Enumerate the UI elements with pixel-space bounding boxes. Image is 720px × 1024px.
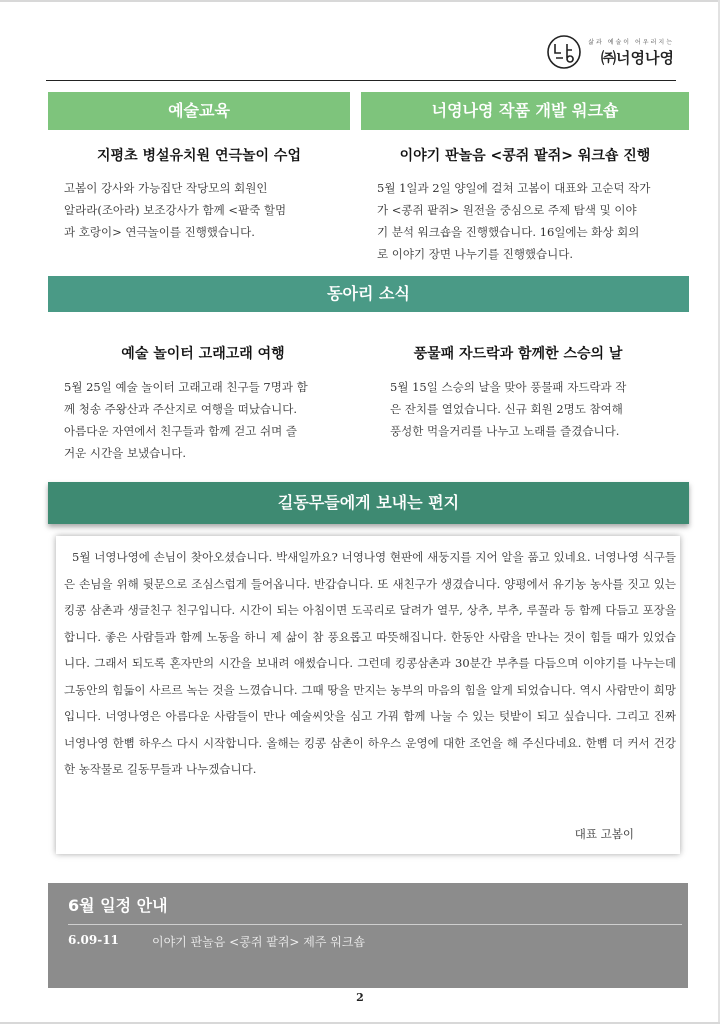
text-line: 께 청송 주왕산과 주산지로 여행을 떠났습니다. [64,402,298,416]
letter-box [56,536,680,854]
schedule-divider [68,924,682,925]
text-line: 5월 15일 스승의 날을 맞아 풍물패 자드락과 작 [390,380,627,394]
text-line: 기 분석 워크숍을 진행했습니다. 16일에는 화상 회의 [377,225,640,239]
schedule-desc: 이야기 판놀음 <콩쥐 팥쥐> 제주 워크숍 [152,935,366,949]
schedule-title: 6월 일정 안내 [68,896,168,915]
workshop-text [377,177,687,265]
letter-body: 5월 너영나영에 손님이 찾아오셨습니다. 박새일까요? 너영나영 현판에 새둥지를 지어 알을 품고 있네요. 너영나영 식구들은 손님을 위해 뒷문으로 조심스럽게 들어옵니다. 반갑습니다. 또 새친구가 생겼습니다. 양평에서 유기농 농사를 짓고 있는 킹콩 삼촌과 생글친구 친구입니다. 시간이 되는 아침이면 도곡리로 달려가 열무, 상추, 부추, 루꼴라 등 함께 다듬고 포장을 합니다. 좋은 사람들과 함께 노동을 하니 제 삶이 참 풍요롭고 따뜻해집니다. 한동안 사람을 만나는 것이 힘들 때가 있었습니다. 그래서 되도록 혼자만의 시간을 보내려 애썼습니다. 그런데 킹콩삼촌과 30분간 부추를 다듬으며 이야기를 나누는데 그동안의 힘듦이 사르르 녹는 것을 느꼈습니다. 그때 땅을 만지는 농부의 마음의 힘을 알게 되었습니다. 역시 사람만이 희망입니다. 너영나영은 아름다운 사람들이 만나 예술씨앗을 심고 가꿔 함께 나눌 수 있는 텃밭이 되고 싶습니다. 그리고 진짜 너영나영 한뼘 하우스 다시 시작합니다. 올해는 킹콩 삼촌이 하우스 운영에 대한 조언을 해 주신다네요. 한뼘 더 커서 건강한 농작물로 길동무들과 나누겠습니다. [64,550,676,776]
art-education-text [64,177,354,243]
page-top-border [0,0,720,2]
workshop-heading: 이야기 판놀음 <콩쥐 팥쥐> 워크숍 진행 [399,148,651,164]
text-line: 알라라(조아라) 보조강사가 함께 <팥죽 할멈 [64,203,287,217]
company-logo [546,32,674,72]
text-line: 5월 1일과 2일 양일에 걸쳐 고봄이 대표와 고순덕 작가 [377,181,651,195]
text-line: 아름다운 자연에서 친구들과 함께 걷고 쉬며 즐 [64,424,298,438]
banner-workshop: 너영나영 작품 개발 워크숍 [361,92,689,130]
letter-signature: 대표 고봄이 [574,827,634,841]
text-line: 로 이야기 장면 나누기를 진행했습니다. [377,247,574,261]
logo-tagline: 삶과 예술이 어우러지는 [588,38,674,46]
banner-club-news: 동아리 소식 [48,276,689,312]
text-line: 고봄이 강사와 가능집단 작당모의 회원인 [64,181,268,195]
club-right-text [390,376,690,442]
art-education-heading: 지평초 병설유치원 연극놀이 수업 [97,148,301,164]
text-line: 거운 시간을 보냈습니다. [64,446,187,460]
schedule-box [48,883,688,988]
header-divider [46,80,676,81]
text-line: 은 잔치를 열었습니다. 신규 회원 2명도 참여해 [390,402,623,416]
logo-mark-icon [546,34,582,70]
banner-art-education: 예술교육 [48,92,350,130]
schedule-item [68,933,365,950]
club-left-heading: 예술 놀이터 고래고래 여행 [121,346,285,362]
text-line: 가 <콩쥐 팥쥐> 원전을 중심으로 주제 탐색 및 이야 [377,203,637,217]
page-number: 2 [356,991,364,1004]
schedule-date: 6.09-11 [68,933,119,947]
text-line: 과 호랑이> 연극놀이를 진행했습니다. [64,225,255,239]
logo-name: ㈜너영나영 [601,48,674,67]
banner-letter: 길동무들에게 보내는 편지 [48,482,689,524]
club-left-text [64,376,360,464]
text-line: 5월 25일 예술 놀이터 고래고래 친구들 7명과 함 [64,380,308,394]
club-right-heading: 풍물패 자드락과 함께한 스승의 날 [413,346,623,362]
text-line: 풍성한 먹을거리를 나누고 노래를 즐겼습니다. [390,424,620,438]
